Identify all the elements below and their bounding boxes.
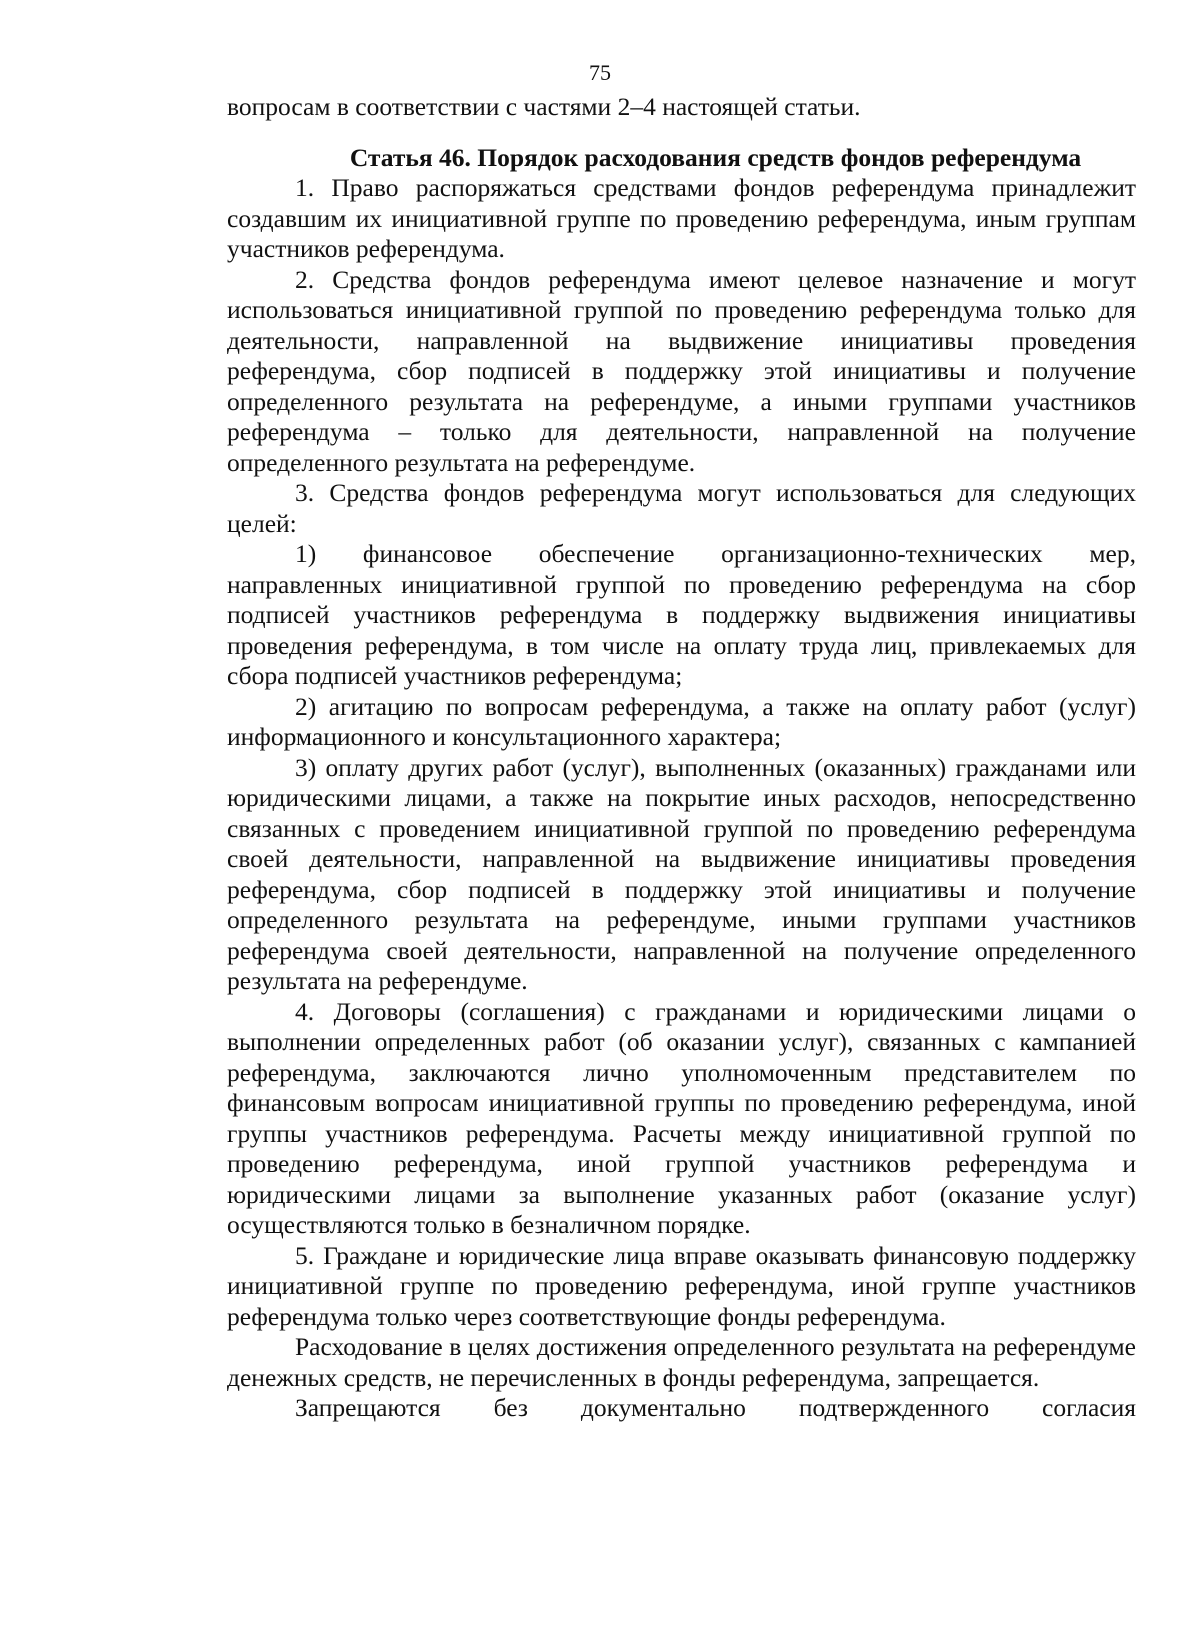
paragraph-prohibition-start: Запрещаются без документально подтвержденного согласия [295,1393,1136,1422]
paragraph-4: 4. Договоры (соглашения) с гражданами и юридическими лицами о выполнении определенных работ (об оказании услуг), связанных с кампанией референдума, заключаются лично уполномоченным представителем по финансовым вопросам инициативной группы по проведению референдума, иной группы участников референдума. Расчеты между инициативной группой по проведению референдума, иной группой участников референдума и юридическими лицами за выполнение указанных работ (оказание услуг) осуществляются только в безналичном порядке. [227,996,1136,1239]
continuation-line: вопросам в соответствии с частями 2–4 настоящей статьи. [227,92,861,121]
paragraph-spending-prohibition: Расходование в целях достижения определенного результата на референдуме денежных средств, не перечисленных в фонды референдума, запрещается. [227,1332,1136,1392]
list-item-1: 1) финансовое обеспечение организационно-технических мер, направленных инициативной группой по проведению референдума на сбор подписей участников референдума в поддержку выдвижения инициативы проведения референдума, в том числе на оплату труда лиц, привлекаемых для сбора подписей участников референдума; [227,539,1136,690]
document-body [227,92,1136,1424]
paragraph-2: 2. Средства фондов референдума имеют целевое назначение и могут использоваться инициативной группой по проведению референдума только для деятельности, направленной на выдвижение инициативы проведения референдума, сбор подписей в поддержку этой инициативы и получение определенного результата на референдуме, а иными группами участников референдума – только для деятельности, направленной на получение определенного результата на референдуме. [227,264,1136,477]
paragraph-1: 1. Право распоряжаться средствами фондов референдума принадлежит создавшим их инициативной группе по проведению референдума, иным группам участников референдума. [227,173,1136,263]
paragraph-3: 3. Средства фондов референдума могут использоваться для следующих целей: [227,478,1136,538]
list-item-3: 3) оплату других работ (услуг), выполненных (оказанных) гражданами или юридическими лицами, а также на покрытие иных расходов, непосредственно связанных с проведением инициативной группой по проведению референдума своей деятельности, направленной на выдвижение инициативы проведения референдума, сбор подписей в поддержку этой инициативы и получение определенного результата на референдуме, иными группами участников референдума своей деятельности, направленной на получение определенного результата на референдуме. [227,752,1136,995]
article-title: Статья 46. Порядок расходования средств фондов референдума [349,142,1082,172]
paragraph-5: 5. Граждане и юридические лица вправе оказывать финансовую поддержку инициативной группе по проведению референдума, иной группе участников референдума только через соответствующие фонды референдума. [227,1240,1136,1331]
list-item-2: 2) агитацию по вопросам референдума, а также на оплату работ (услуг) информационного и консультационного характера; [227,691,1136,751]
page-number: 75 [589,60,611,85]
